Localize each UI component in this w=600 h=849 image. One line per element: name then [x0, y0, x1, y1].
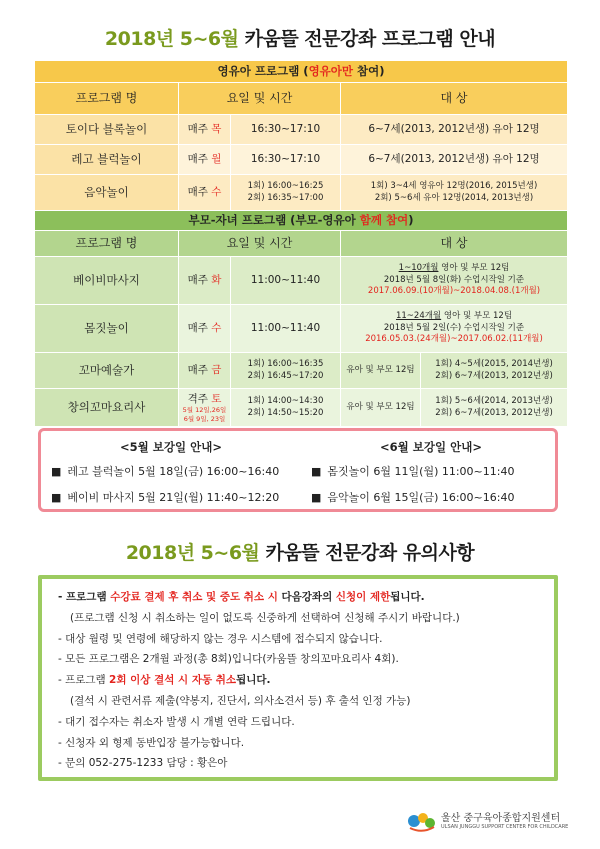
- family-table-header: 부모-자녀 프로그램 (부모-영유아 함께 참여): [35, 211, 568, 231]
- title-year: 2018년 5~6월: [104, 28, 239, 50]
- june-makeup: <6월 보강일 안내> ■ 몸짓놀이 6월 11일(월) 11:00~11:40 ■ 음악놀이 6월 15일(금) 16:00~16:40: [311, 439, 551, 515]
- col-target: 대 상: [341, 83, 568, 115]
- table-row: 레고 블럭놀이 매주 월 16:30~17:10 6~7세(2013, 2012년생) 유아 12명: [35, 145, 568, 175]
- may-makeup: <5월 보강일 안내> ■ 레고 블럭놀이 5월 18일(금) 16:00~16:40 ■ 베이비 마사지 5월 21일(월) 11:40~12:20: [51, 439, 291, 515]
- title-text: 카움뜰 전문강좌 프로그램 안내: [244, 28, 496, 50]
- notice-title: 2018년 5~6월 카움뜰 전문강좌 유의사항: [125, 542, 475, 564]
- logo-name: 울산 중구육아종합지원센터: [441, 813, 561, 824]
- list-item: ■ 베이비 마사지 5월 21일(월) 11:40~12:20: [51, 491, 280, 504]
- notice-box: [38, 575, 558, 781]
- notice-line: (결석 시 관련서류 제출(약봉지, 진단서, 의사소견서 등) 후 출석 인정 가능): [70, 694, 411, 707]
- list-item: ■ 몸짓놀이 6월 11일(월) 11:00~11:40: [311, 465, 515, 478]
- infant-table-header: 영유아 프로그램 (영유아만 참여): [35, 61, 568, 83]
- family-program-table: [34, 210, 568, 427]
- infant-program-table: [34, 60, 568, 211]
- list-item: ■ 음악놀이 6월 15일(금) 16:00~16:40: [311, 491, 515, 504]
- notice-line: - 프로그램 수강료 결제 후 취소 및 중도 취소 시 다음강좌의 신청이 제한됩니다.: [58, 591, 425, 603]
- col-program: 프로그램 명: [35, 83, 179, 115]
- table-row: 창의꼬마요리사 격주 토 5월 12일,26일 6월 9일, 23일 1회) 14:00~14:30 2회) 14:50~15:20 유아 및 부모 12팀 1회) 5~6세(2014, 2013년생) 2회) 6~7세(2013, 2012년생): [35, 389, 568, 427]
- list-item: ■ 레고 블럭놀이 5월 18일(금) 16:00~16:40: [51, 465, 280, 478]
- makeup-day-box: [38, 428, 558, 512]
- notice-line: - 모든 프로그램은 2개월 과정(총 8회)입니다(카움뜰 창의꼬마요리사 4회).: [58, 653, 399, 666]
- table-row: 베이비마사지 매주 화 11:00~11:40 1~10개월 영아 및 부모 12팀 2018년 5월 8일(화) 수업시작일 기준 2017.06.09.(10개월)~2018.04.08.(1개월): [35, 257, 568, 305]
- col-time: 요일 및 시간: [179, 83, 341, 115]
- notice-line: - 프로그램 2회 이상 결석 시 자동 취소됩니다.: [58, 674, 271, 687]
- logo-subtitle: ULSAN JUNGGU SUPPORT CENTER FOR CHILDCARE: [441, 824, 569, 830]
- notice-line: - 신청자 외 형제 동반입장 불가능합니다.: [58, 736, 245, 749]
- col-program: 프로그램 명: [35, 231, 179, 257]
- center-logo: [407, 808, 587, 834]
- notice-line: (프로그램 신청 시 취소하는 일이 없도록 신중하게 선택하여 신청해 주시기 바랍니다.): [70, 611, 460, 624]
- notice-line: - 대기 접수자는 취소자 발생 시 개별 연락 드립니다.: [58, 715, 295, 728]
- table-row: 꼬마예술가 매주 금 1회) 16:00~16:35 2회) 16:45~17:20 유아 및 부모 12팀 1회) 4~5세(2015, 2014년생) 2회) 6~7세(2013, 2012년생): [35, 353, 568, 389]
- logo-mark-icon: [407, 810, 437, 832]
- table-row: 몸짓놀이 매주 수 11:00~11:40 11~24개월 영아 및 부모 12팀 2018년 5월 2일(수) 수업시작일 기준 2016.05.03.(24개월)~2017.06.02.(11개월): [35, 305, 568, 353]
- notice-line: - 대상 월령 및 연령에 해당하지 않는 경우 시스템에 접수되지 않습니다.: [58, 632, 383, 645]
- col-target: 대 상: [341, 231, 568, 257]
- page-title: [0, 24, 600, 51]
- notice-line: - 문의 052-275-1233 담당 : 황은아: [58, 757, 228, 770]
- col-time: 요일 및 시간: [179, 231, 341, 257]
- table-row: 토이다 블록놀이 매주 목 16:30~17:10 6~7세(2013, 2012년생) 유아 12명: [35, 115, 568, 145]
- table-row: 음악놀이 매주 수 1회) 16:00~16:25 2회) 16:35~17:00 1회) 3~4세 영유아 12명(2016, 2015년생) 2회) 5~6세 유아 12명(2014, 2013년생): [35, 175, 568, 211]
